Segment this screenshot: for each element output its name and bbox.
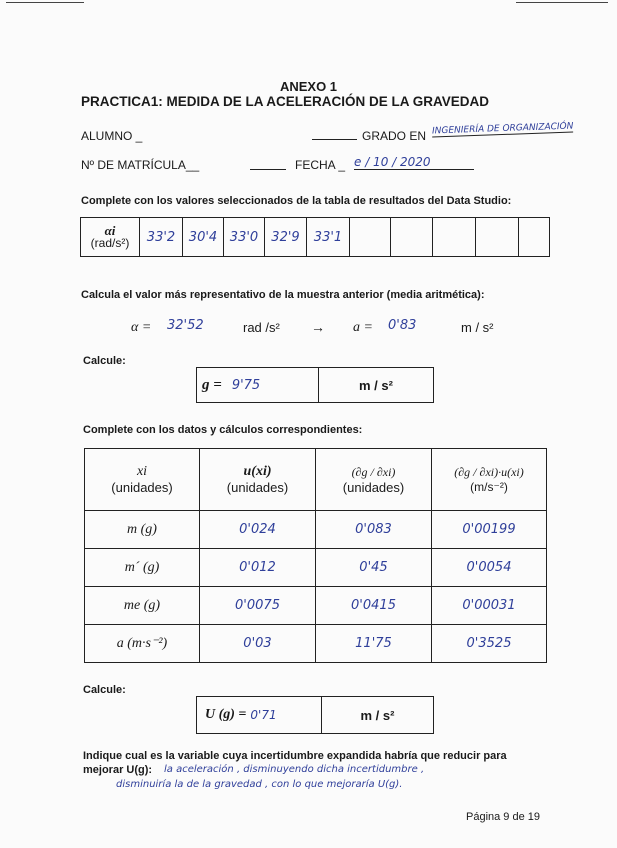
expanded-uncertainty-box <box>196 696 434 734</box>
header-product-sub: (m/s⁻²) <box>470 480 508 494</box>
product-cell: 0'0054 <box>432 549 547 587</box>
product-cell: 0'3525 <box>432 625 547 663</box>
alpha-unit: (rad/s²) <box>90 236 130 250</box>
instruction-mean: Calcula el valor más representativo de la muestra anterior (media aritmética): <box>81 289 485 301</box>
table-header-row <box>85 449 547 511</box>
alpha-value-cell: 33'1 <box>307 218 350 257</box>
var-cell: me (g) <box>85 587 200 625</box>
table-row <box>85 587 547 625</box>
annex-heading: ANEXO 1 <box>279 79 338 94</box>
fecha-value: e / 10 / 2020 <box>354 155 474 170</box>
header-partial <box>316 449 432 511</box>
alumno-label: ALUMNO _ <box>81 129 143 143</box>
header-partial-sub: (unidades) <box>342 479 405 495</box>
header-product-main: (∂g / ∂xi)·u(xi) <box>454 465 524 479</box>
table-row <box>85 625 547 663</box>
table-row <box>85 511 547 549</box>
scan-edge-line <box>516 2 608 3</box>
alpha-values-table <box>80 217 550 257</box>
alpha-value-cell: 30'4 <box>183 218 224 257</box>
instruction-variable-b: mejorar U(g): <box>83 764 153 776</box>
alpha-value-cell <box>476 218 519 257</box>
alpha-value-cell: 33'2 <box>140 218 183 257</box>
alpha-mean-value: 32'52 <box>167 318 204 333</box>
expanded-lhs-cell <box>197 697 322 733</box>
uncertainty-cell: 0'0075 <box>200 587 316 625</box>
alpha-value-cell <box>433 218 476 257</box>
alpha-value-cell: 32'9 <box>265 218 307 257</box>
alpha-symbol: αi <box>104 223 116 238</box>
calcule-label: Calcule: <box>83 355 126 367</box>
accel-mean-value: 0'83 <box>388 318 417 333</box>
alpha-value-cell <box>519 218 550 257</box>
partial-cell: 11'75 <box>316 625 432 663</box>
header-xi-sub: (unidades) <box>111 480 173 495</box>
var-cell: a (m·s⁻²) <box>85 625 200 663</box>
header-uxi-main: u(xi) <box>243 464 272 479</box>
header-uxi <box>200 449 316 511</box>
handwritten-answer-line1: la aceleración , disminuyendo dicha incertidumbre , <box>164 764 425 775</box>
instruction-variable-a: Indique cual es la variable cuya incertidumbre expandida habría que reducir para <box>83 750 507 762</box>
fecha-label: FECHA _ <box>295 158 346 172</box>
matricula-underline <box>250 169 286 170</box>
uncertainty-cell: 0'012 <box>200 549 316 587</box>
gravity-lhs: g = <box>202 376 222 393</box>
expanded-lhs: U (g) = <box>205 707 247 722</box>
uncertainty-cell: 0'024 <box>200 511 316 549</box>
header-partial-main: (∂g / ∂xi) <box>351 464 396 479</box>
header-uxi-sub: (unidades) <box>226 480 289 495</box>
handwritten-answer-line2: disminuiría la de la gravedad , con lo que mejoraría U(g). <box>116 779 403 790</box>
product-cell: 0'00199 <box>432 511 547 549</box>
scan-edge-line <box>6 2 84 3</box>
uncertainty-cell: 0'03 <box>200 625 316 663</box>
alpha-value-cell <box>350 218 391 257</box>
table-row <box>85 549 547 587</box>
page-title: PRACTICA1: MEDIDA DE LA ACELERACIÓN DE LA GRAVEDAD <box>81 94 490 109</box>
gravity-unit: m / s² <box>359 377 393 393</box>
header-xi <box>85 449 200 511</box>
instruction-uncertainty: Complete con los datos y cálculos correspondientes: <box>83 424 363 436</box>
page-number: Página 9 de 19 <box>466 811 541 823</box>
expanded-unit: m / s² <box>360 707 395 723</box>
header-xi-main: xi <box>136 464 148 479</box>
table-row <box>81 218 550 257</box>
alpha-value-cell <box>391 218 433 257</box>
alpha-value-cell: 33'0 <box>224 218 265 257</box>
gravity-lhs-cell <box>197 368 319 402</box>
partial-cell: 0'45 <box>316 549 432 587</box>
var-cell: m´ (g) <box>85 549 200 587</box>
expanded-value: 0'71 <box>250 708 277 722</box>
alpha-header-cell <box>81 218 140 257</box>
partial-cell: 0'083 <box>316 511 432 549</box>
calcule-label-2: Calcule: <box>83 684 126 696</box>
alumno-underline <box>312 139 357 140</box>
grado-label: GRADO EN <box>362 129 427 143</box>
partial-cell: 0'0415 <box>316 587 432 625</box>
instruction-data-studio: Complete con los valores seleccionados de la tabla de resultados del Data Studio: <box>81 195 512 207</box>
var-cell: m (g) <box>85 511 200 549</box>
accel-mean-unit: m / s² <box>461 320 494 335</box>
gravity-result-box <box>196 367 434 403</box>
alpha-mean-lhs: α = <box>131 320 152 335</box>
uncertainty-table <box>84 448 547 663</box>
arrow-icon: → <box>311 319 325 335</box>
matricula-label: Nº DE MATRÍCULA__ <box>81 158 200 172</box>
alpha-mean-unit: rad /s² <box>243 320 280 335</box>
header-product <box>432 449 547 511</box>
accel-mean-lhs: a = <box>353 320 373 335</box>
product-cell: 0'00031 <box>432 587 547 625</box>
gravity-value: 9'75 <box>231 377 261 393</box>
grado-value: INGENIERÍA DE ORGANIZACIÓN <box>431 121 574 137</box>
